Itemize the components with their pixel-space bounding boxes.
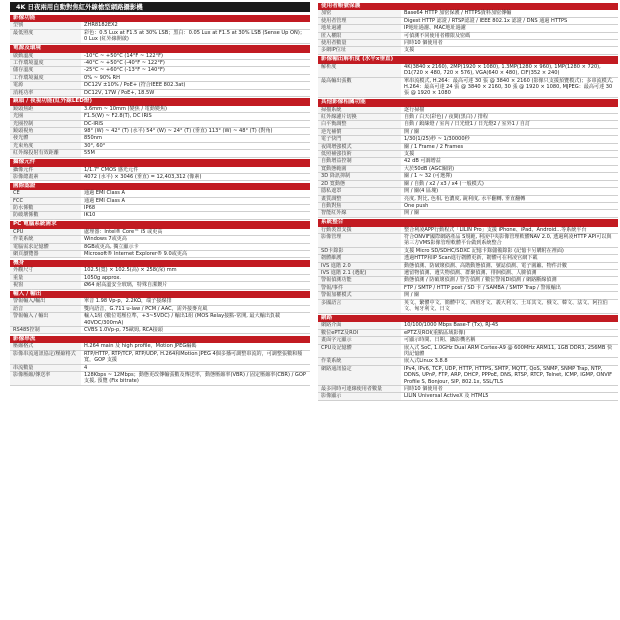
spec-row (10, 372, 310, 386)
spec-value: 動態偵測、防破壞偵測、高階動態偵測、號誌偵測、電子圍籬、物件計數 (404, 262, 568, 269)
spec-label: 網路通訊協定 (318, 366, 401, 385)
spec-value: CVBS 1.0Vp-p, 75歐姆, RCA接頭 (84, 327, 163, 334)
spec-label: 網頁瀏覽器 (10, 251, 81, 257)
spec-row (10, 212, 310, 219)
spec-value: 透過HTTP和IP Scan進行韌體更新，韌體可在利凌官網下載 (404, 255, 538, 262)
spec-label: 型號 (10, 22, 81, 28)
spec-label: 鏡頭焦距 (10, 106, 81, 112)
spec-value: 開 / 關 (404, 292, 420, 299)
spec-label: 警報輸入/輸出 (10, 298, 81, 304)
spec-value: ZHR8182EX2 (84, 22, 118, 29)
spec-value: Microsoft® Internet Explorer® 9.0或更高 (84, 251, 188, 257)
spec-label: CPU及記憶體 (318, 345, 401, 358)
spec-value: Base64 HTTP 加密保護 / HTTPS資料加密傳輸 (404, 10, 512, 17)
spec-value: 處理器：Intel® Core™ i5 或更高 (84, 228, 163, 235)
spec-label: 語音 (10, 306, 81, 312)
spec-value: 符合ONVIF國際網路產品 S規範, 利凌中央影像管理軟體NAV 2.0, 透過利凌HTTP API可以與第三方VMS影像管理軟體平台做到系統整合 (404, 234, 612, 247)
spec-row (10, 198, 310, 205)
spec-label: 數位ePTZ及ROI (318, 330, 401, 336)
spec-row (10, 205, 310, 212)
spec-label: IVS 進階 2.0 (318, 263, 401, 269)
spec-value: 1/1.7" CMOS 感光元件 (84, 166, 139, 173)
section-header: 輸入 / 輸出 (10, 291, 310, 298)
spec-label: 消耗功率 (10, 90, 81, 96)
spec-row (10, 167, 310, 174)
section-header: 電源及環境 (10, 45, 310, 52)
spec-value: IPv4, IPv6, TCP, UDP, HTTP, HTTPS, SMTP, MQTT, QoS, SNMP, SNMP Trap, NTP, DDNS, UPnP, FTP, ARP, DHCP, PPPoE, DNS, RTSP, RTCP, Telnet, ICMP, IGMP, ONVIF Profile S, Bonjour, SIP, 802.1x, SSL/TLS (404, 365, 613, 385)
spec-label: 解析度 (318, 64, 401, 77)
spec-row (318, 285, 618, 292)
spec-label: 夜間增強模式 (318, 144, 401, 150)
spec-row (318, 151, 618, 158)
spec-label: CPU (10, 229, 81, 235)
spec-value: 8GB或更高, 獨立顯示卡 (84, 243, 139, 250)
spec-row (318, 18, 618, 25)
spec-label: 儲存溫度 (10, 67, 81, 73)
section-header: 攝像元件 (10, 159, 310, 166)
spec-value: F1.5(W) ~ F2.8(T), DC IRIS (84, 113, 152, 120)
spec-label: 電源 (10, 82, 81, 88)
spec-value: 嵌入式 SoC, 1.0GHz Dual ARM Cortex-A9 @ 600MHz ARM11, 1GB DDR3, 256MB 快閃記憶體 (404, 344, 613, 358)
spec-row (318, 255, 618, 262)
spec-row (10, 53, 310, 60)
spec-value: IP68 (84, 205, 96, 212)
spec-label: 畫面字元顯示 (318, 337, 401, 343)
spec-value: DC-IRIS (84, 120, 104, 127)
spec-value: 自動 / 白天(彩色) / 夜間(黑白) / 排程 (404, 114, 488, 121)
spec-value: 開 / 關(4 區塊) (404, 188, 439, 195)
spec-value: 彩色：0.5 Lux at F1.5 at 30% LSB；黑白：0.05 Lux at F1.5 at 30% LSB (Sense Up ON)；0 Lux (紅外線開啟) (84, 29, 305, 43)
spec-value: RTP/HTTP, RTP/TCP, RTP/UDP, H.264和Motion JPEG 4個多播可調整串流的，可調整張數和頻寬，GOP 支援 (84, 350, 303, 364)
spec-row (10, 267, 310, 274)
spec-value: 30°, 60° (84, 142, 106, 149)
spec-label: 多國語言 (318, 300, 401, 313)
spec-row (318, 263, 618, 270)
spec-row (318, 181, 618, 188)
spec-value: 支援 (404, 47, 415, 54)
spec-row (10, 128, 310, 135)
spec-label: 使用者管理 (318, 18, 401, 24)
spec-row (10, 82, 310, 89)
spec-value: 98° (W) ~ 42° (T) (水平) 54° (W) ~ 24° (T) (垂直) 113° (W) ~ 48° (T) (對角) (84, 128, 273, 135)
spec-label: 外觀尺寸 (10, 267, 81, 273)
spec-label: 使用者數量 (318, 40, 401, 46)
spec-row (318, 227, 618, 234)
spec-value: 1050g approx. (84, 274, 121, 281)
spec-row (10, 150, 310, 157)
spec-value: One push (404, 202, 429, 209)
spec-label: CE (10, 190, 81, 196)
spec-row (318, 64, 618, 78)
spec-value: 大於50dB (AGC關閉) (404, 165, 455, 172)
spec-label: 影像管理 (318, 234, 401, 247)
spec-value: 自動 / 鎢絲燈 / 室內 / 日光燈1 / 日光燈2 / 室外1 / 自訂 (404, 121, 531, 128)
spec-label: IVS 進階 2.1 (選配) (318, 270, 401, 276)
spec-label: 光圈控制 (10, 121, 81, 127)
section-header: 影像功能 (10, 15, 310, 22)
spec-value: 支援 Micro SD/SDHC/SDXC 記憶卡錄儲備錄影 (記憶卡另購附在裡面) (404, 247, 564, 254)
spec-row (318, 78, 618, 98)
spec-label: 韌體維護 (318, 255, 401, 261)
spec-label: 智能紅外線 (318, 210, 401, 216)
spec-row (10, 275, 310, 282)
spec-label: 逆光補償 (318, 129, 401, 135)
spec-value: 動態偵測 / 防破壞偵測 / 警告偵測 / 數位警報DI偵測 / 網路斷線偵測 (404, 277, 557, 284)
spec-label: 光束角度 (10, 143, 81, 149)
spec-label: 警報/事件 (318, 285, 401, 291)
spec-value: 遺留物偵測、遺失物偵測、群聚偵測、徘徊偵測、人臉偵測 (404, 270, 537, 277)
spec-row (10, 22, 310, 29)
spec-value: 通過 EMI Class A (84, 190, 126, 197)
spec-label: 紅外線濾片切換 (318, 114, 401, 120)
spec-value: -10°C ~ +50°C (14°F ~ 122°F) (84, 52, 164, 59)
section-header: 機身 (10, 260, 310, 267)
spec-label: 啟動溫度 (10, 53, 81, 59)
spec-label: 匿入權限 (318, 33, 401, 39)
spec-value: 關 / 1 ~ 32 (可選擇) (404, 173, 453, 180)
section-header: 使用者帳號保護 (318, 3, 618, 10)
spec-value: Ø64 耐高溫安全玻璃，特殊自潔鍍片 (84, 282, 168, 289)
spec-value: 128Kbps ~ 12Mbps；動態更改傳輸張數及傳送率，動態壓縮率(VBR) / 固定壓縮率(CBR) / GOP 支援, 預覽 (Fix bitrate) (84, 371, 306, 385)
spec-value: 逐行掃描 (404, 106, 425, 113)
spec-row (10, 90, 310, 97)
spec-row (10, 365, 310, 372)
spec-label: 2D 寬動態 (318, 181, 401, 187)
spec-value: 42 dB 可調增益 (404, 158, 441, 165)
spec-value: 可偵測不同使用者權限及密碼 (404, 32, 471, 39)
spec-row (10, 174, 310, 181)
spec-value: 102.5(寬) × 102.5(高) × 258(深) mm (84, 267, 177, 274)
spec-label: 畫質調整 (318, 196, 401, 202)
spec-value: 同時10 個使用者 (404, 386, 443, 393)
spec-label: 白平衡調整 (318, 121, 401, 127)
spec-label: 壓縮格式 (10, 343, 81, 349)
spec-row (318, 188, 618, 195)
spec-row (10, 343, 310, 350)
spec-label: 寬動態範圍 (318, 166, 401, 172)
spec-label: 加密 (318, 10, 401, 16)
left-spec-tables (10, 15, 310, 386)
spec-value: DC12V ±10% / PoE+ (符合IEEE 802.3at) (84, 82, 186, 89)
spec-label: 影像總畫素 (10, 174, 81, 180)
left-column (10, 0, 310, 386)
spec-label: 3D 降訊抑制 (318, 173, 401, 179)
spec-label: 多網IP位址 (318, 47, 401, 53)
spec-row (10, 282, 310, 289)
spec-label: 警報偵測功能 (318, 277, 401, 283)
spec-row (10, 113, 310, 120)
spec-label: 視窗 (10, 282, 81, 288)
section-header: PC 電腦系統需求 (10, 221, 310, 228)
spec-row (10, 351, 310, 365)
spec-row (318, 33, 618, 40)
spec-label: 重量 (10, 275, 81, 281)
spec-row (10, 236, 310, 243)
spec-label: 自動對焦 (318, 203, 401, 209)
spec-value: 亮度, 對比, 色相, 色濃度, 銳利度, 水平翻轉, 垂直翻轉 (404, 195, 526, 202)
spec-row (10, 67, 310, 74)
spec-value: IK10 (84, 212, 96, 219)
spec-row (318, 166, 618, 173)
spec-label: 地址過濾 (318, 25, 401, 31)
spec-label: 防破壞係數 (10, 212, 81, 218)
spec-label: 工作環境濕度 (10, 75, 81, 81)
spec-value: 同時10 個使用者 (404, 40, 443, 47)
spec-value: 可顯示時間、日期、攝影機名稱 (404, 337, 476, 344)
spec-label: 影像壓縮/傳送率 (10, 372, 81, 385)
spec-label: 發光體 (10, 135, 81, 141)
spec-row (318, 337, 618, 344)
spec-value: 55M (84, 150, 95, 157)
spec-label: 作業系統 (10, 236, 81, 242)
page-title: 4K 日夜兩用自動對焦紅外線槍型網路攝影機 (10, 2, 310, 12)
spec-label: 紅外線投射有效距離 (10, 150, 81, 156)
spec-value: 關 / 自動 / x2 / x3 / x4 (一般模式) (404, 180, 484, 187)
spec-value: 英文、繁體中文、簡體中文、西班牙文、義大利文、土耳其文、俄文、韓文、法文、阿拉伯文、匈牙利文、日文 (404, 299, 608, 313)
spec-row (318, 210, 618, 217)
spec-label: 光圈 (10, 113, 81, 119)
spec-row (318, 47, 618, 54)
spec-row (318, 292, 618, 299)
spec-value: 開 / 關 (404, 210, 420, 217)
right-spec-tables (318, 3, 618, 401)
spec-value: 支援 (404, 151, 415, 158)
spec-row (318, 10, 618, 17)
spec-value: IP地址過濾、MAC地址過濾 (404, 25, 466, 32)
spec-value: -25°C ~ +60°C (-13°F ~ 140°F) (84, 67, 165, 74)
spec-row (318, 277, 618, 284)
spec-row (318, 345, 618, 359)
spec-value: 0% ~ 90% RH (84, 74, 120, 81)
spec-row (318, 366, 618, 386)
spec-value: Windows 7或更高 (84, 236, 127, 243)
spec-label: SD卡錄影 (318, 248, 401, 254)
spec-label: 網路介面 (318, 322, 401, 328)
spec-label: 串流數量 (10, 365, 81, 371)
section-header: 系統整合 (318, 219, 618, 226)
spec-value: 4 (84, 364, 88, 371)
spec-row (10, 244, 310, 251)
spec-value: 10/100/1000 Mbps Base-T (Tx), RJ-45 (404, 322, 499, 329)
section-header: 影像串流 (10, 336, 310, 343)
spec-value: -40°C ~ +50°C (-40°F ~ 122°F) (84, 59, 165, 66)
spec-row (318, 25, 618, 32)
spec-value: ePTZ及ROI(重點區域影像) (404, 329, 466, 336)
spec-row (318, 358, 618, 365)
section-header: 鏡頭 / 夜視功能(紅外線LED燈) (10, 98, 310, 105)
spec-row (318, 234, 618, 248)
spec-label: 影像顯示 (318, 393, 401, 399)
spec-row (10, 313, 310, 327)
spec-label: 警報加權模式 (318, 292, 401, 298)
spec-row (10, 327, 310, 334)
spec-row (10, 229, 310, 236)
spec-row (318, 158, 618, 165)
spec-label: 鏡頭視角 (10, 128, 81, 134)
spec-label: 警報輸入 / 輸出 (10, 313, 81, 326)
spec-value: 單串流模式, H.264：最高可達 30 張 @ 3840 × 2160 (影像只支援預覽模式)；多串流模式, H.264：最高可達 24 張 @ 3840 × 2160, 30 張 @ 1920 × 1080, MJPEG：最高可達 30 張 @ 1920 × 1080 (404, 77, 614, 97)
spec-value: Digest HTTP 認證 / RTSP認證 / IEEE 802.1x 認證 / DNS 通過 HTTPS (404, 17, 568, 24)
spec-label: 行動裝置支援 (318, 227, 401, 233)
spec-row (318, 107, 618, 114)
spec-row (318, 144, 618, 151)
section-header: 網路 (318, 315, 618, 322)
spec-value: 雙向語音，G.711 u-law / PCM / AAC，需外接麥克風 (84, 305, 208, 312)
spec-row (318, 40, 618, 47)
spec-value: 850nm (84, 135, 102, 142)
spec-value: 1/30(1/25)秒 ~ 1/30000秒 (404, 136, 470, 143)
spec-row (318, 393, 618, 400)
spec-value: 通過 EMI Class A (84, 197, 126, 204)
spec-label: 最低照度 (10, 30, 81, 43)
spec-label: 防水係數 (10, 205, 81, 211)
spec-row (318, 203, 618, 210)
section-header: 國際認證 (10, 183, 310, 190)
spec-row (318, 322, 618, 329)
spec-row (10, 298, 310, 305)
spec-value: 4072 (水平) × 3046 (垂直) = 12,403,312 (像素) (84, 173, 202, 180)
spec-label: 工作環境溫度 (10, 60, 81, 66)
spec-label: 掃描系統 (318, 107, 401, 113)
spec-row (10, 60, 310, 67)
spec-row (10, 251, 310, 258)
spec-label: 最多同時可連線使用者數量 (318, 386, 401, 392)
spec-value: 4K(3840 x 2160), 2MP(1920 × 1080), 1.3MP(1280 × 960), 1MP(1280 × 720), D1(720 × 480, 720 × 576), VGA(640 × 480), CIF(352 × 240) (404, 63, 601, 77)
spec-row (318, 121, 618, 128)
spec-label: FCC (10, 198, 81, 204)
spec-value: LILIN Universal ActiveX 及 HTML5 (404, 393, 489, 400)
spec-row (10, 190, 310, 197)
spec-row (10, 121, 310, 128)
spec-label: 攝像元件 (10, 167, 81, 173)
spec-row (10, 30, 310, 44)
spec-value: 開 / 關 (404, 128, 420, 135)
spec-label: 低照補強技術 (318, 151, 401, 157)
spec-label: 電子快門 (318, 136, 401, 142)
section-header: 影像輸出解析度 (水平x垂直) (318, 56, 618, 63)
spec-row (10, 75, 310, 82)
spec-row (318, 173, 618, 180)
spec-label: 作業系統 (318, 358, 401, 364)
spec-value: 整合利凌APP行動程式「LILIN Pro」支援 iPhone、iPad、Android...等系統平台 (404, 226, 587, 233)
spec-value: FTP / SMTP / HTTP post / SD 卡 / SAMBA / SMTP Trap / 警報輸出 (404, 284, 561, 291)
spec-value: DC12V, 17W / PoE+, 18.5W (84, 89, 155, 96)
spec-row (318, 136, 618, 143)
spec-value: 輸入1組 (數位電壓位準，+3~5VDC) / 輸出1組 (MOS Relay接點-常開, 最大輸出負載 40VDC/300mA) (84, 313, 281, 326)
spec-row (10, 135, 310, 142)
section-header: 其他影像相關功能 (318, 99, 618, 106)
spec-value: 3.6mm ~ 10mm (變焦 / 電動變焦) (84, 105, 168, 112)
spec-label: 自動增益控制 (318, 158, 401, 164)
spec-label: 影像串流通訊協定/壓縮格式 (10, 351, 81, 364)
spec-value: 關 / 1 Frame / 2 Frames (404, 143, 464, 150)
spec-label: 最高輸出張數 (318, 78, 401, 97)
spec-label: RS485控制 (10, 327, 81, 333)
spec-row (318, 196, 618, 203)
spec-value: H.264 main 及 high profile，Motion JPEG編碼 (84, 343, 197, 350)
spec-value: 嵌入式Linux 3.8.8 (404, 358, 448, 365)
spec-row (10, 106, 310, 113)
spec-row (318, 300, 618, 314)
right-column (318, 0, 618, 401)
spec-value: 單音 1.98 Vp-p，2.2KΩ，端子接線排 (84, 298, 172, 305)
spec-label: 隱私遮罩 (318, 188, 401, 194)
spec-label: 電腦需求記憶體 (10, 244, 81, 250)
